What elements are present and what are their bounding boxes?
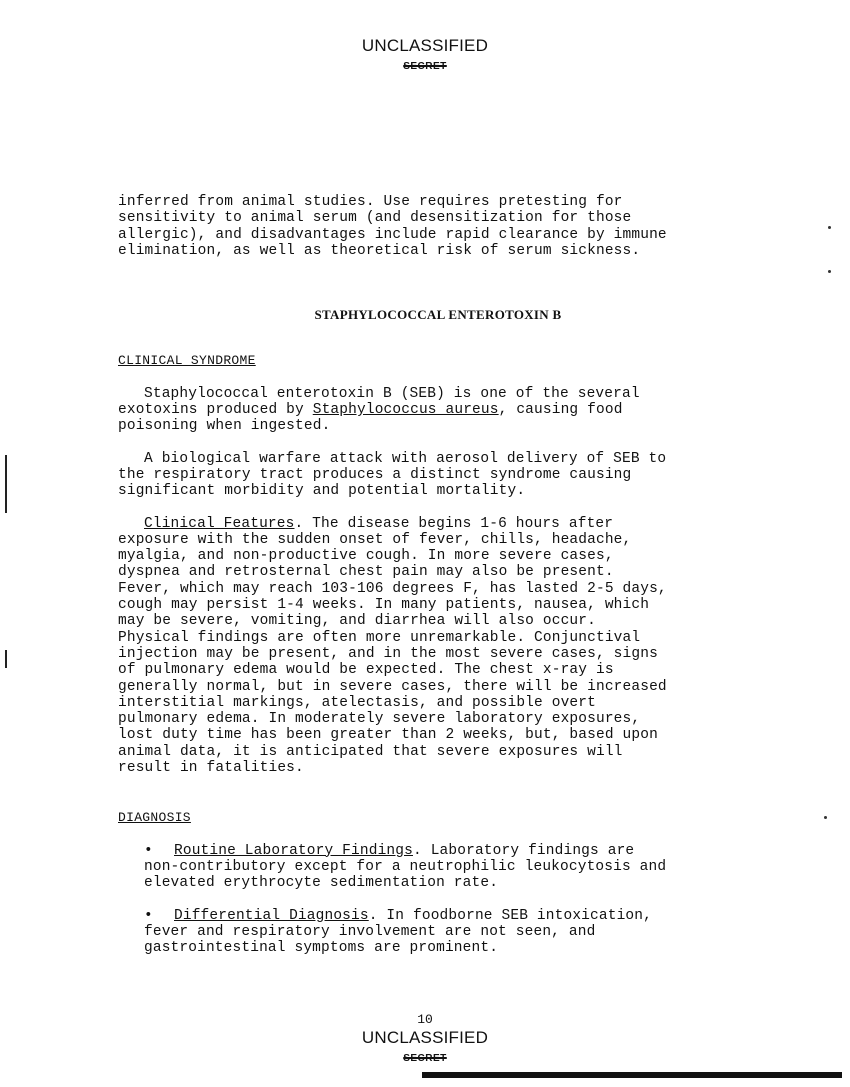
scan-speck <box>828 270 831 273</box>
margin-change-bar <box>5 650 7 668</box>
differential-diagnosis-item <box>144 908 758 957</box>
section-title: STAPHYLOCOCCAL ENTEROTOXIN B <box>314 307 562 323</box>
footer-classification <box>0 1028 850 1066</box>
scan-speck <box>824 816 827 819</box>
header-classification <box>0 36 850 74</box>
clinical-features-paragraph <box>118 516 758 777</box>
classification-label: UNCLASSIFIED <box>361 36 489 55</box>
clinical-syndrome-heading: CLINICAL SYNDROME <box>118 353 256 369</box>
clinical-features-text: . The disease begins 1-6 hours after exposure with the sudden onset of fever, chills, headache, myalgia, and non-productive cough. In more severe cases, dyspnea and retrosternal chest pain may also be present. Fever, which may reach 103-106 degrees F, has lasted 2-5 days, cough may persist 1-4 weeks. In many patients, nausea, which may be severe, vomiting, and diarrhea will also occur. Physical findings are often more unremarkable. Conjunctival injection may be present, and in the most severe cases, signs of pulmonary edema would be expected. The chest x-ray is generally normal, but in severe cases, there will be increased interstitial markings, atelectasis, and possible overt pulmonary edema. In moderately severe laboratory exposures, lost duty time has been greater than 2 weeks, but, based upon animal data, it is anticipated that severe exposures will result in fatalities. <box>118 515 667 777</box>
differential-diagnosis-label: Differential Diagnosis <box>174 907 369 924</box>
footer-rule <box>422 1072 842 1078</box>
document-body <box>118 194 758 956</box>
margin-change-bar <box>5 455 7 513</box>
struck-classification: SECRET <box>403 1053 447 1064</box>
seb-intro-paragraph <box>118 386 758 435</box>
lab-findings-label: Routine Laboratory Findings <box>174 842 413 859</box>
scan-speck <box>828 226 831 229</box>
seb-intro-text-2: , causing food poisoning when ingested. <box>118 402 623 435</box>
differential-diagnosis-text: . In foodborne SEB intoxication, fever and respiratory involvement are not seen, and gastrointestinal symptoms are prominent. <box>144 907 652 957</box>
diagnosis-heading: DIAGNOSIS <box>118 810 191 826</box>
organism-name: Staphylococcus aureus <box>312 402 499 419</box>
intro-paragraph: inferred from animal studies. Use requires pretesting for sensitivity to animal serum (and desensitization for those allergic), and disadvantages include rapid clearance by immune elimination, as well as theoretical risk of serum sickness. <box>118 194 667 259</box>
page-number: 10 <box>417 1012 433 1027</box>
seb-intro-text-1: Staphylococcal enterotoxin B (SEB) is one of the several exotoxins produced by <box>118 385 640 419</box>
bullet-icon: • <box>144 842 153 859</box>
bullet-icon: • <box>144 907 153 924</box>
classification-label: UNCLASSIFIED <box>361 1028 489 1047</box>
clinical-features-label: Clinical Features <box>144 515 295 532</box>
aerosol-attack-paragraph: A biological warfare attack with aerosol delivery of SEB to the respiratory tract produces a distinct syndrome causing significant morbidity and potential mortality. <box>118 450 667 500</box>
struck-classification: SECRET <box>403 61 447 72</box>
lab-findings-text: . Laboratory findings are non-contributory except for a neutrophilic leukocytosis and elevated erythrocyte sedimentation rate. <box>144 842 667 892</box>
lab-findings-item <box>144 843 758 892</box>
